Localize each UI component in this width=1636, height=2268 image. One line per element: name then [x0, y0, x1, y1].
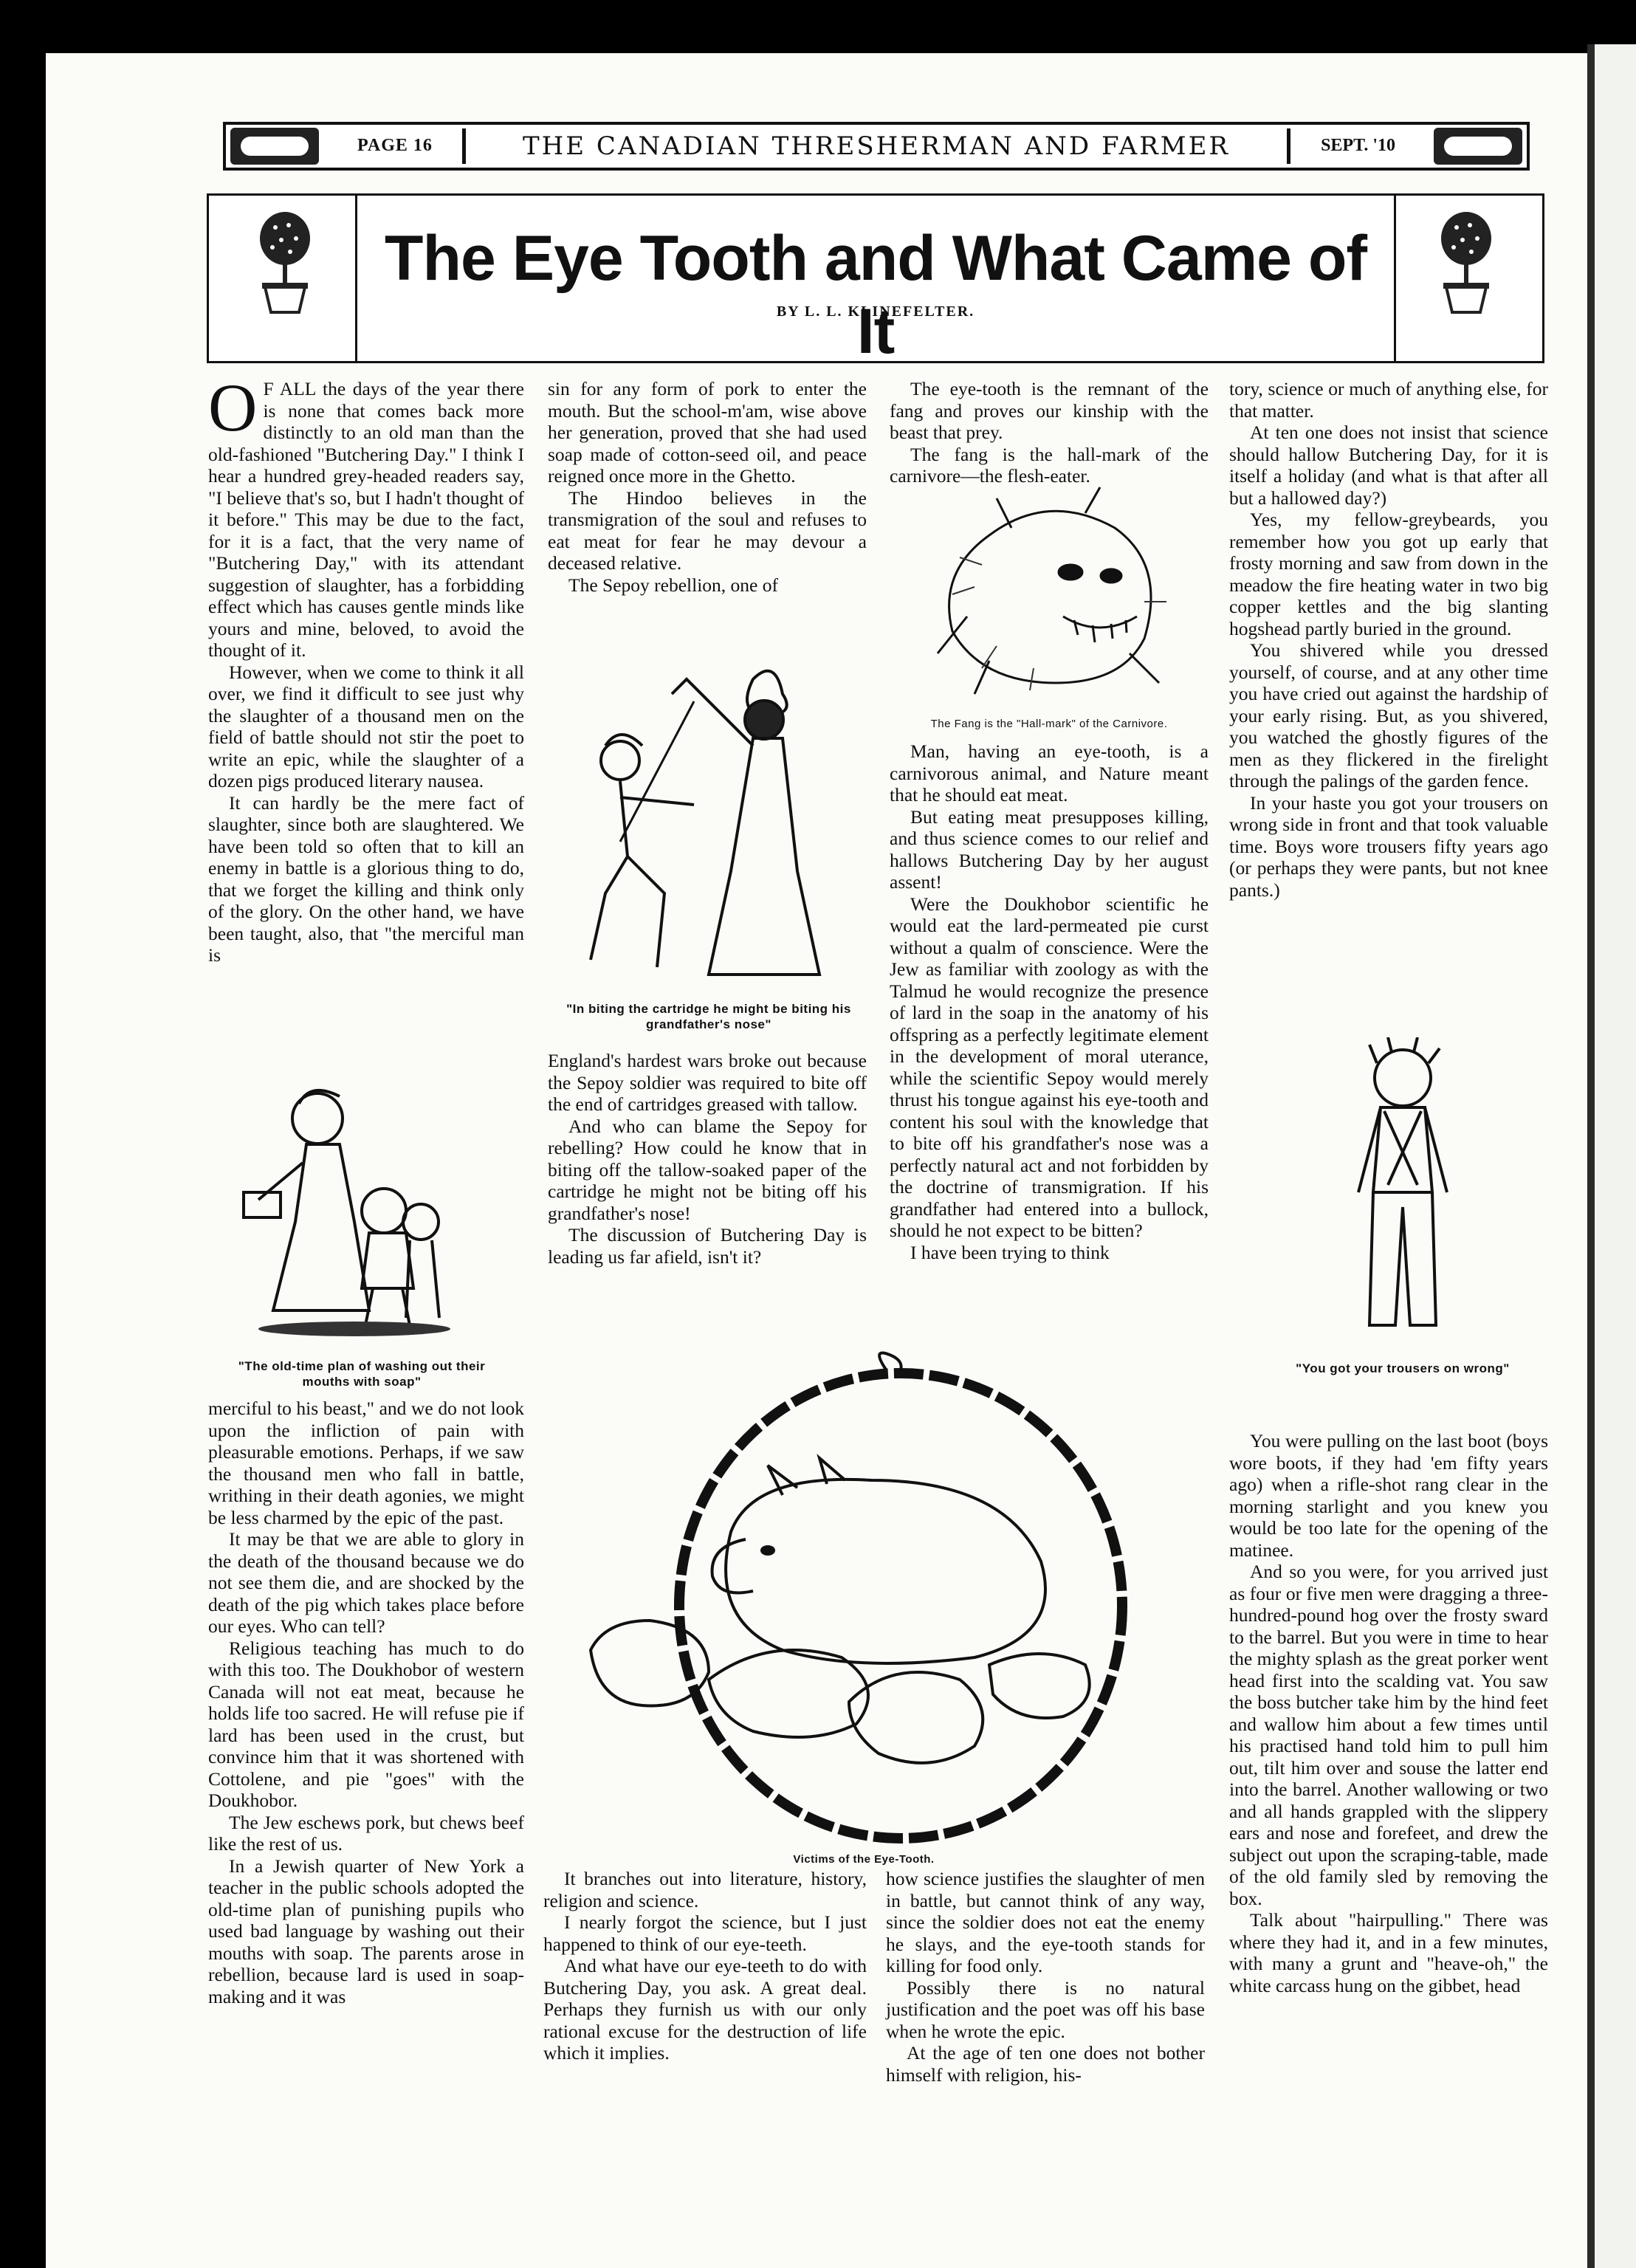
facing-page-edge: [1595, 44, 1636, 2268]
masthead: [223, 122, 1530, 171]
paragraph: Talk about "hairpulling." There was where they had it, and in a few minutes, with many a grunt and "heave-oh," the white carcass hung on the gibbet, head: [1229, 1909, 1548, 1996]
column-1-top: [208, 370, 524, 966]
paragraph: The Jew eschews pork, but chews beef like the rest of us.: [208, 1811, 524, 1855]
paragraph: Were the Doukhobor scientific he would eat the lard-permeated pie curst without a qualm of conscience. Were the Jew as familiar with zoology as with the Talmud he would recognize the presence of lard in the soap in the anatomy of his offspring as a perfectly legitimate element in the development of moral uterance, while the scientific Sepoy would merely thrust his tongue against his eye-tooth and content his soul with the knowledge that to bite off his grandfather's nose was a perfectly natural act and not forbidden by the doctrine of transmigration. If his grandfather had entered into a bullock, should he not expect to be bitten?: [890, 893, 1209, 1241]
paragraph: Yes, my fellow-greybeards, you remember how you got up early that frosty morning and saw from down in the meadow the fire heating water in two big copper kettles and the big slanting hogshead partly buried in the ground.: [1229, 509, 1548, 639]
paragraph: It can hardly be the mere fact of slaughter, since both are slaughtered. We have been told so often that to kill an enemy in battle is a glorious thing to do, that we forget the killing and think only of the glory. On the other hand, we have been taught, also, that "the merciful man is: [208, 791, 524, 966]
paragraph: And who can blame the Sepoy for rebelling? How could he know that in biting off the tallow-soaked paper of the cartridge he might not be biting off his grandfather's nose!: [548, 1115, 867, 1224]
column-2-top: [548, 378, 867, 596]
caption-fang: The Fang is the "Hall-mark" of the Carnivore.: [930, 718, 1168, 730]
caption-trousers: "You got your trousers on wrong": [1296, 1361, 1510, 1375]
paragraph: The discussion of Butchering Day is leading us far afield, isn't it?: [548, 1224, 867, 1268]
caption-cartridge: "In biting the cartridge he might be biting his grandfather's nose": [566, 1002, 851, 1031]
paragraph: However, when we come to think it all over, we find it difficult to see just why the slaughter of a thousand men on the field of battle should not stir the poet to write an epic, while the slaughter of a dozen pigs produced literary nausea.: [208, 661, 524, 791]
article-headline: The Eye Tooth and What Came of It: [384, 223, 1367, 367]
column-3-bottom: [886, 1868, 1205, 2086]
column-4-top: [1229, 378, 1548, 901]
soap-washing-illustration: [229, 1074, 495, 1347]
masthead-ornament-left: [230, 128, 319, 165]
paragraph: In a Jewish quarter of New York a teacher in the public schools adopted the old-time plan of punishing pupils who used bad language by washing out their mouths with soap. The parents arose in rebellion, because lard is used in soap-making and it was: [208, 1855, 524, 2007]
paragraph: tory, science or much of anything else, for that matter.: [1229, 378, 1548, 422]
paragraph: I have been trying to think: [910, 1241, 1110, 1263]
boy-trousers-illustration: [1329, 1037, 1477, 1347]
title-box-divider-left: [355, 196, 357, 361]
paragraph: You were pulling on the last boot (boys wore boots, if they had 'em fifty years ago) when a rifle-shot rang clear in the morning starlight and you knew you would be too late for the opening of the matinee.: [1229, 1430, 1548, 1561]
paragraph: Possibly there is no natural justification and the poet was off his base when he wrote the epic.: [886, 1976, 1205, 2042]
potted-tree-icon: [252, 209, 318, 320]
pigs-sausage-wreath-illustration: [561, 1340, 1137, 1853]
potted-tree-icon: [1433, 209, 1499, 320]
masthead-ornament-right: [1434, 128, 1522, 165]
paragraph: But eating meat presupposes killing, and thus science comes to our relief and hallows Butchering Day by her august assent!: [890, 805, 1209, 893]
column-3-top: [890, 378, 1209, 487]
drop-cap: O: [208, 370, 258, 445]
paragraph: how science justifies the slaughter of men in battle, but cannot think of any way, since the soldier does not eat the enemy he slays, and the eye-tooth stands for killing for food only.: [886, 1868, 1205, 1976]
paragraph: The Hindoo believes in the transmigration of the soul and refuses to eat meat for fear he may devour a deceased relative.: [548, 487, 867, 574]
column-2-bottom: [543, 1868, 867, 2064]
paragraph: The fang is the hall-mark of the carnivore—the flesh-eater.: [890, 443, 1209, 487]
caption-pigs: Victims of the Eye-Tooth.: [793, 1853, 935, 1866]
column-1-bottom: [208, 1398, 524, 2007]
paragraph: [208, 370, 524, 662]
paragraph: It may be that we are able to glory in the death of the thousand because we do not see them die, and are shocked by the death of the pig which takes place before our eyes. Who can tell?: [208, 1528, 524, 1637]
paragraph: At the age of ten one does not bother himself with religion, his-: [886, 2042, 1205, 2086]
article-byline: BY L. L. KLINEFELTER.: [776, 303, 975, 320]
paragraph: Religious teaching has much to do with this too. The Doukhobor of western Canada will not eat meat, because he holds life too sacred. He will refuse pie if lard has been used in the crust, but convince him that it was shortened with Cottolene, and pie "goes" with the Doukhobor.: [208, 1637, 524, 1811]
publication-title: THE CANADIAN THRESHERMAN AND FARMER: [462, 128, 1290, 164]
paragraph: You shivered while you dressed yourself, of course, and at any other time you have cried out against the hardship of your early rising. But, as you shivered, you watched the ghostly figures of the men as they flickered in the firelight through the palings of the garden fence.: [1229, 639, 1548, 791]
sepoy-cartridge-illustration: [576, 650, 842, 989]
paragraph: In your haste you got your trousers on wrong side in front and that took valuable time. Boys wore trousers fifty years ago (or perhaps they were pants, but not knee pants.): [1229, 791, 1548, 901]
paragraph: It branches out into literature, history, religion and science.: [543, 1868, 867, 1911]
title-box-divider-right: [1394, 196, 1396, 361]
issue-date: SEPT. '10: [1321, 136, 1395, 155]
page-spine: [1587, 44, 1595, 2268]
paragraph: Man, having an eye-tooth, is a carnivorous animal, and Nature meant that he should eat meat.: [890, 740, 1209, 805]
paragraph: And so you were, for you arrived just as four or five men were dragging a three-hundred-pound hog over the frosty sward to the barrel. But you were in time to hear the mighty splash as the great porker went head first into the scalding vat. You saw the boss butcher take him by the hind feet and wallow him about a few times until his practised hand told him to pull him out, tilt him over and souse the latter end into the barrel. Another wallowing or two and all hands grappled with the slippery ears and nose and forefeet, and drew the subject out upon the scraping-table, made of the old family sled by removing the box.: [1229, 1561, 1548, 1909]
paragraph: The eye-tooth is the remnant of the fang and proves our kinship with the beast that prey.: [890, 378, 1209, 443]
column-3-middle: [890, 740, 1209, 1263]
fang-creature-illustration: [923, 484, 1181, 698]
paragraph-text: F ALL the days of the year there is none that comes back more distinctly to an old man than the old-fashioned "Butchering Day." I think I hear a hundred grey-headed readers say, "I believe that's so, but I hadn't thought of it before." This may be due to the fact, for it is a fact, that the very name of "Butchering Day," with its attendant suggestion of slaughter, has a forbidding effect which has causes gentle minds like yours and mine, beloved, to avoid the thought of it.: [208, 378, 524, 661]
article-title-box: [207, 193, 1544, 367]
paragraph: merciful to his beast," and we do not look upon the infliction of pain with pleasurable emotions. Perhaps, if we saw the thousand men who fall in battle, writhing in their death agonies, we might be less charmed by the epic of the past.: [208, 1398, 524, 1528]
paragraph: The Sepoy rebellion, one of: [568, 574, 778, 596]
paragraph: At ten one does not insist that science should hallow Butchering Day, for it is itself a holiday (and what is that after all but a hallowed day?): [1229, 422, 1548, 509]
paragraph: I nearly forgot the science, but I just happened to think of our eye-teeth.: [543, 1911, 867, 1955]
caption-soap: "The old-time plan of washing out their mouths with soap": [238, 1359, 486, 1389]
paragraph: England's hardest wars broke out because the Sepoy soldier was required to bite off the end of cartridges greased with tallow.: [548, 1050, 867, 1115]
paragraph: sin for any form of pork to enter the mouth. But the school-m'am, wise above her generation, proved that she had used soap made of cotton-seed oil, and peace reigned once more in the Ghetto.: [548, 378, 867, 487]
page-number: PAGE 16: [357, 136, 433, 155]
paragraph: And what have our eye-teeth to do with Butchering Day, you ask. A great deal. Perhaps they furnish us with our only rational excuse for the destruction of life which it implies.: [543, 1955, 867, 2063]
column-4-bottom: [1229, 1430, 1548, 1996]
column-2-middle: [548, 1050, 867, 1268]
